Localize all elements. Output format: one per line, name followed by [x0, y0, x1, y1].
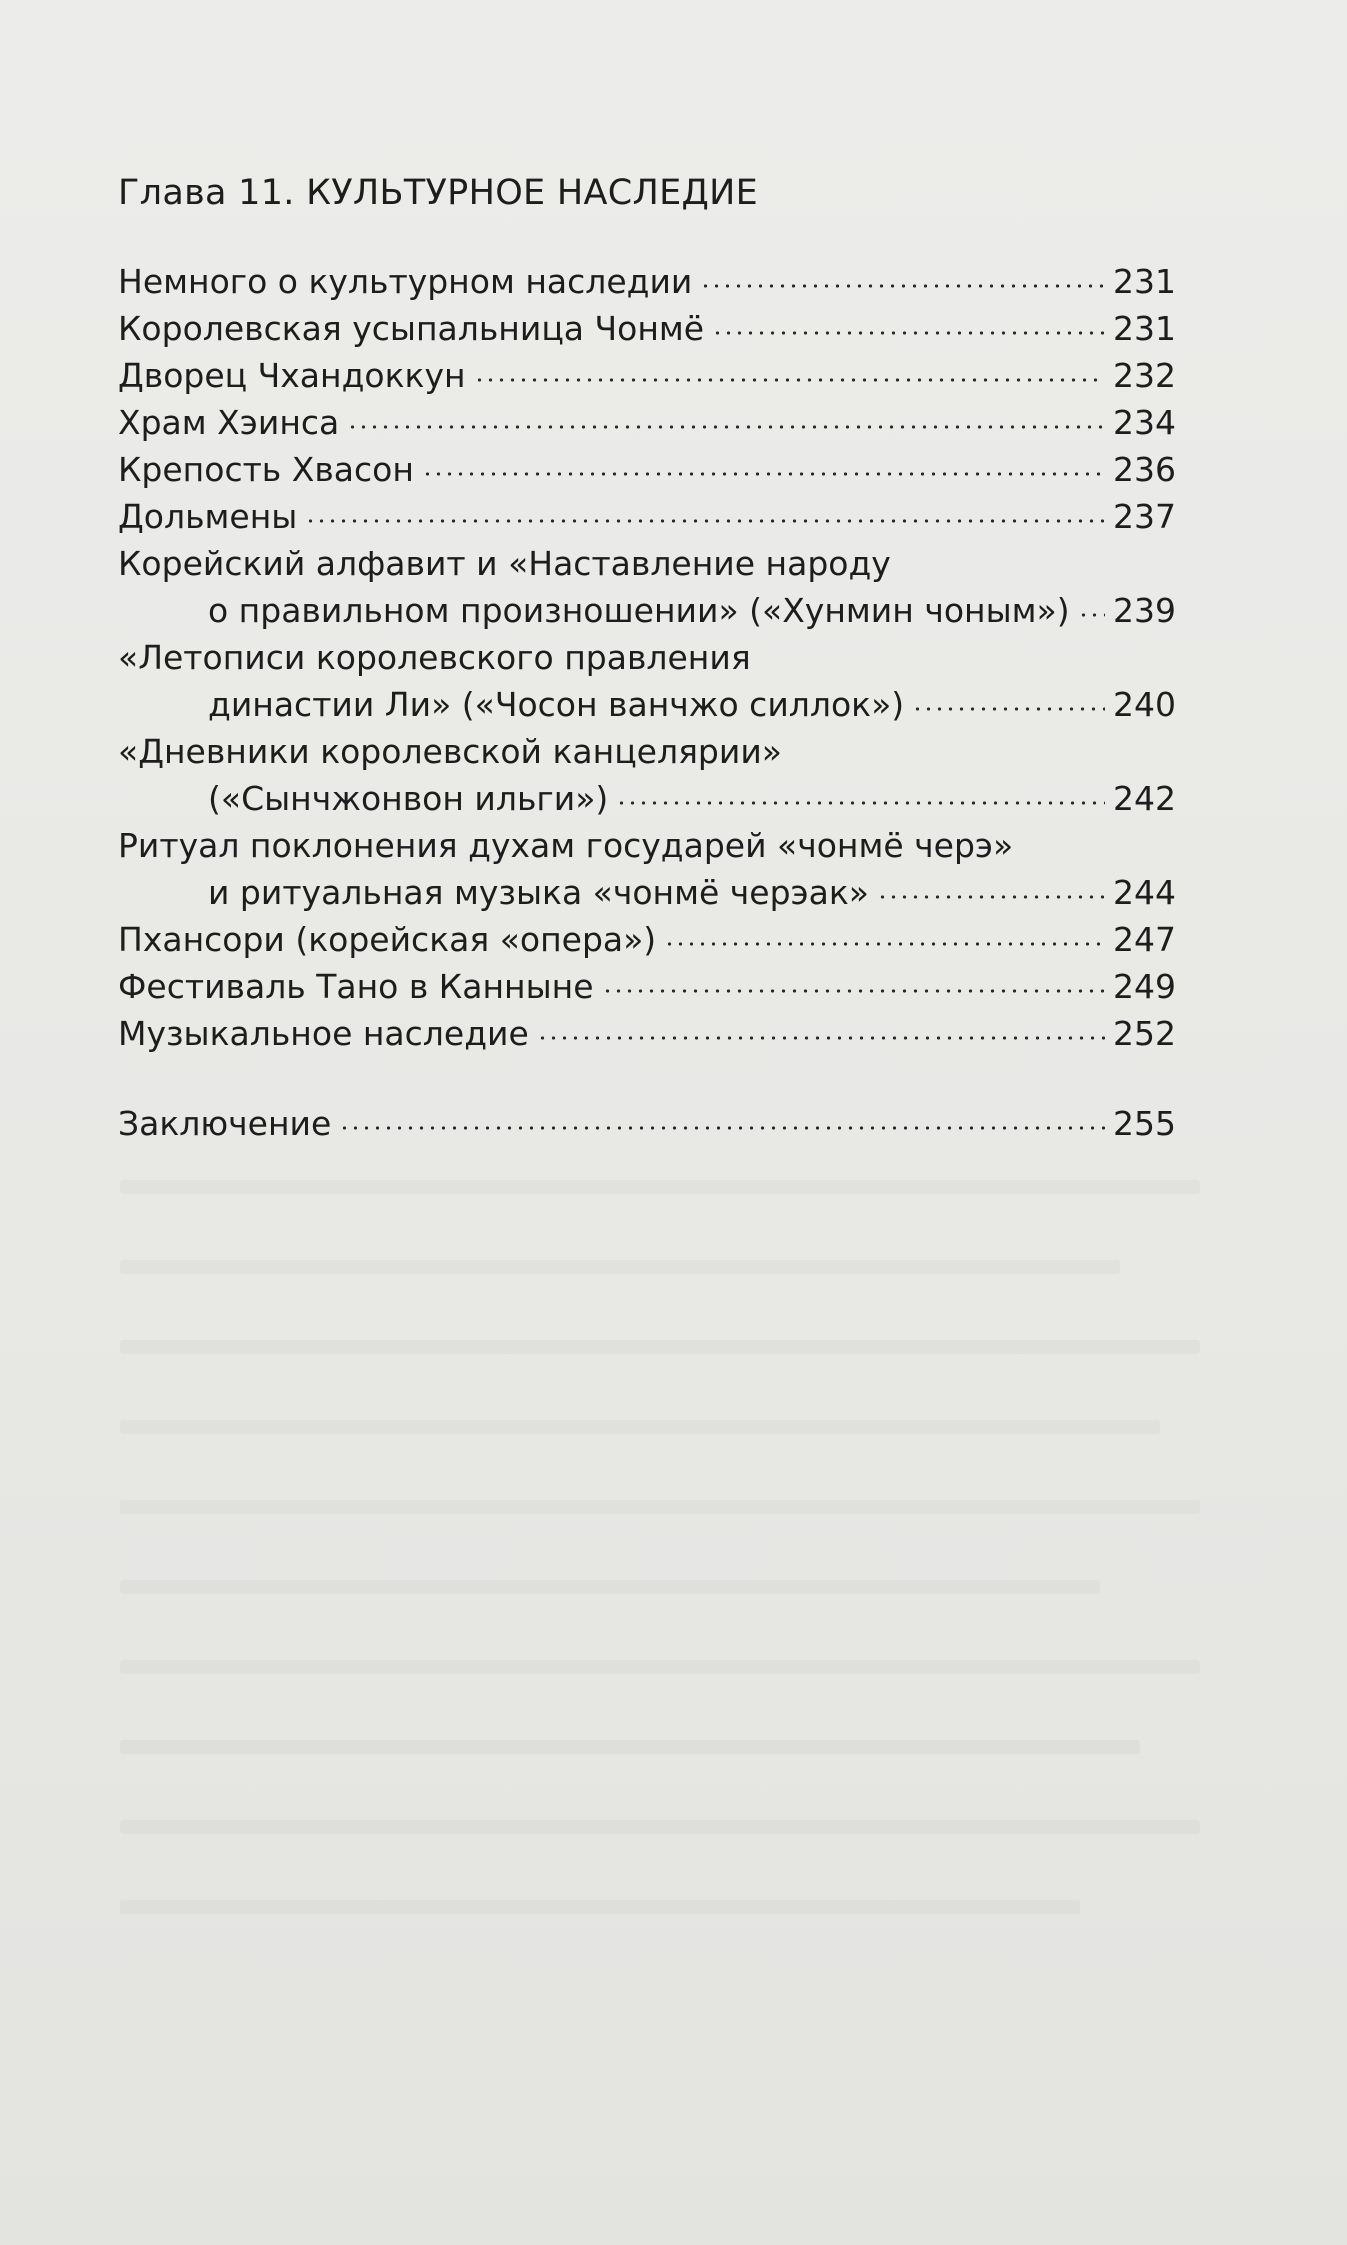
show-through-line — [120, 1740, 1140, 1754]
toc-entry-title-line: «Дневники королевской канцелярии» — [118, 732, 782, 771]
dot-leader — [339, 1125, 1105, 1131]
show-through-line — [120, 1500, 1200, 1514]
toc-entry — [118, 916, 1176, 963]
toc-page-number: 249 — [1113, 967, 1176, 1006]
dot-leader — [664, 941, 1105, 947]
toc-entry — [118, 1010, 1176, 1057]
toc-entry-title: Заключение — [118, 1104, 332, 1143]
show-through-line — [120, 1260, 1120, 1274]
toc-entry-title: Крепость Хвасон — [118, 450, 414, 489]
toc-entry-title: и ритуальная музыка «чонмё черэак» — [208, 873, 869, 912]
toc-entry-title: Немного о культурном наследии — [118, 262, 693, 301]
dot-leader — [474, 377, 1105, 383]
dot-leader — [700, 283, 1105, 289]
dot-leader — [877, 894, 1105, 900]
table-of-contents — [118, 168, 1176, 1147]
toc-entry — [118, 446, 1176, 493]
toc-entry-title: Фестиваль Тано в Канныне — [118, 967, 594, 1006]
show-through-line — [120, 1420, 1160, 1434]
dot-leader — [712, 330, 1105, 336]
toc-page-number: 244 — [1113, 873, 1176, 912]
toc-entry-title: Дольмены — [118, 497, 298, 536]
toc-page-number: 237 — [1113, 497, 1176, 536]
toc-entry — [118, 352, 1176, 399]
show-through-line — [120, 1340, 1200, 1354]
toc-page-number: 232 — [1113, 356, 1176, 395]
toc-entry-title: Музыкальное наследие — [118, 1014, 529, 1053]
show-through-line — [120, 1900, 1080, 1914]
toc-entry-title: династии Ли» («Чосон ванчжо силлок») — [208, 685, 905, 724]
toc-page-number: 247 — [1113, 920, 1176, 959]
show-through-line — [120, 1180, 1200, 1194]
toc-entry-title-line: Корейский алфавит и «Наставление народу — [118, 544, 891, 583]
toc-entry-title: Дворец Чхандоккун — [118, 356, 466, 395]
dot-leader — [912, 706, 1105, 712]
toc-page-number: 252 — [1113, 1014, 1176, 1053]
toc-entries — [118, 258, 1176, 1057]
toc-entry-conclusion — [118, 1100, 1176, 1147]
dot-leader — [537, 1035, 1105, 1041]
toc-page-number: 236 — [1113, 450, 1176, 489]
toc-page-number: 239 — [1113, 591, 1176, 630]
section-spacer — [118, 1057, 1176, 1100]
show-through-line — [120, 1660, 1200, 1674]
toc-entry — [118, 728, 1176, 822]
toc-entry — [118, 305, 1176, 352]
toc-entry-title: о правильном произношении» («Хунмин чоным») — [208, 591, 1070, 630]
toc-page-number: 231 — [1113, 309, 1176, 348]
dot-leader — [1078, 612, 1105, 618]
toc-entry — [118, 493, 1176, 540]
toc-entry-title: Королевская усыпальница Чонмё — [118, 309, 705, 348]
toc-entry — [118, 822, 1176, 916]
toc-page-number: 255 — [1113, 1104, 1176, 1143]
dot-leader — [422, 471, 1105, 477]
toc-entry — [118, 634, 1176, 728]
show-through-line — [120, 1580, 1100, 1594]
toc-entry-title: Пхансори (корейская «опера») — [118, 920, 657, 959]
dot-leader — [347, 424, 1105, 430]
dot-leader — [602, 988, 1105, 994]
toc-page-number: 234 — [1113, 403, 1176, 442]
toc-entry-title-line: «Летописи королевского правления — [118, 638, 751, 677]
toc-entry-title-line: Ритуал поклонения духам государей «чонмё черэ» — [118, 826, 1014, 865]
toc-page-number: 231 — [1113, 262, 1176, 301]
show-through-line — [120, 1820, 1200, 1834]
chapter-title: Глава 11. КУЛЬТУРНОЕ НАСЛЕДИЕ — [118, 173, 759, 213]
toc-entry-title: («Сынчжонвон ильги») — [208, 779, 609, 818]
toc-entry — [118, 399, 1176, 446]
toc-page-number: 240 — [1113, 685, 1176, 724]
dot-leader — [305, 518, 1105, 524]
toc-entry — [118, 258, 1176, 305]
toc-entry — [118, 540, 1176, 634]
toc-page-number: 242 — [1113, 779, 1176, 818]
toc-entry — [118, 963, 1176, 1010]
toc-entry-title: Храм Хэинса — [118, 403, 340, 442]
dot-leader — [616, 800, 1105, 806]
